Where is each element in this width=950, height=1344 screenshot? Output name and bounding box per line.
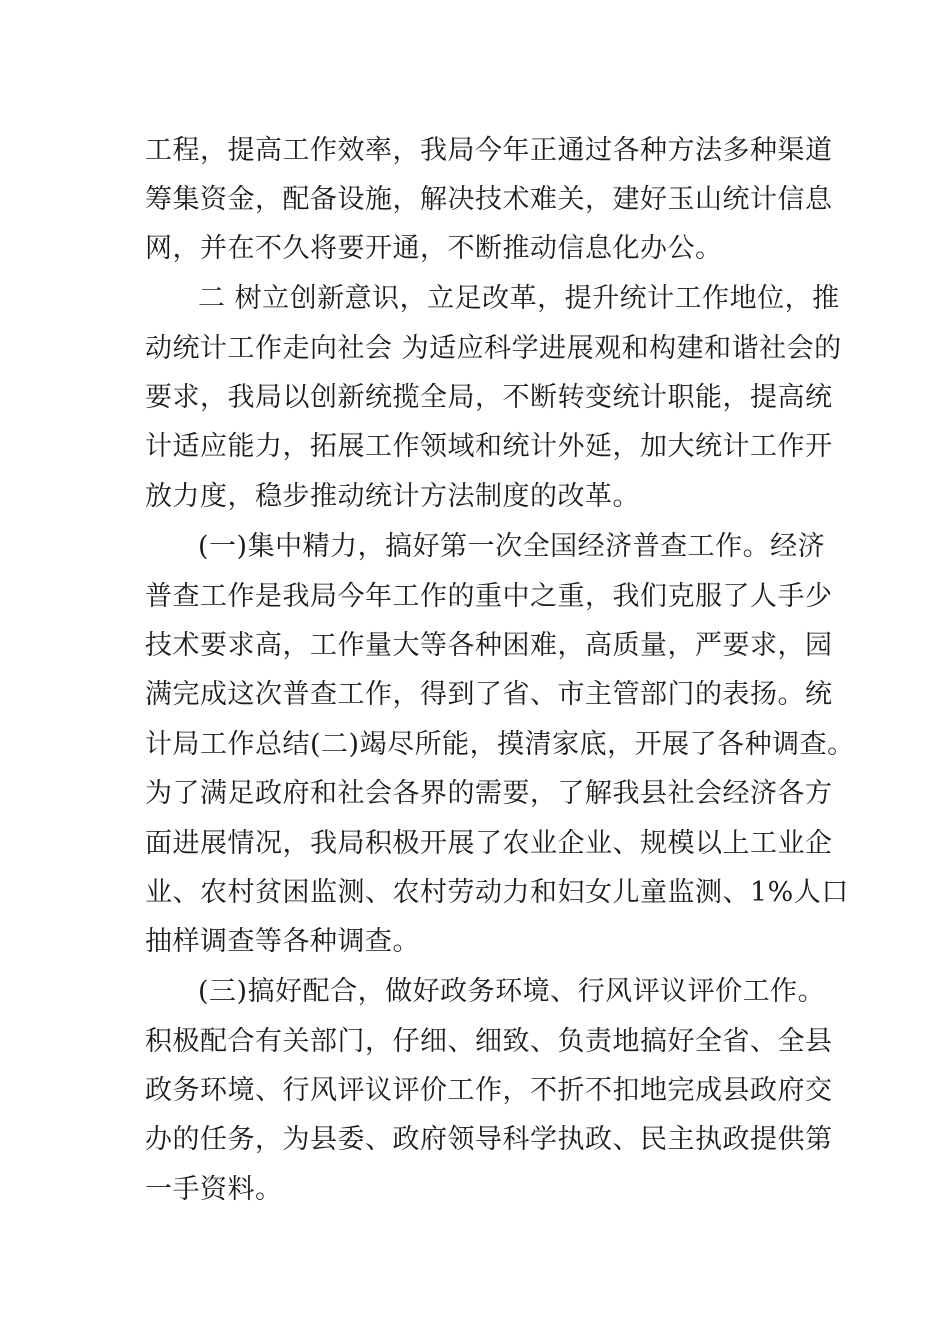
text-line: 动统计工作走向社会 为适应科学进展观和构建和谐社会的 — [145, 333, 842, 364]
text-line: 计适应能力，拓展工作领域和统计外延，加大统计工作开 — [145, 431, 833, 462]
text-line: 业、农村贫困监测、农村劳动力和妇女儿童监测、1%人口 — [145, 877, 849, 908]
text-line: 筹集资金，配备设施，解决技术难关，建好玉山统计信息 — [145, 184, 833, 215]
text-line: 为了满足政府和社会各界的需要，了解我县社会经济各方 — [145, 778, 833, 809]
text-line: 抽样调查等各种调查。 — [145, 926, 420, 957]
text-line: 办的任务，为县委、政府领导科学执政、民主执政提供第 — [145, 1124, 833, 1155]
text-line: 面进展情况，我局积极开展了农业企业、规模以上工业企 — [145, 828, 833, 859]
section-heading-line: 二 树立创新意识，立足改革，提升统计工作地位，推 — [198, 283, 840, 314]
text-line: 政务环境、行风评议评价工作，不折不扣地完成县政府交 — [145, 1075, 833, 1106]
text-line: 一手资料。 — [145, 1174, 283, 1205]
text-line: 积极配合有关部门，仔细、细致、负责地搞好全省、全县 — [145, 1026, 833, 1057]
subsection-line: (一)集中精力，搞好第一次全国经济普查工作。经济 — [198, 531, 826, 562]
text-line: 技术要求高，工作量大等各种困难，高质量，严要求，园 — [145, 630, 833, 661]
text-line: 放力度，稳步推动统计方法制度的改革。 — [145, 481, 640, 512]
subsection-line: (三)搞好配合，做好政务环境、行风评议评价工作。 — [198, 976, 826, 1007]
text-line: 要求，我局以创新统揽全局，不断转变统计职能，提高统 — [145, 382, 833, 413]
text-line: 网，并在不久将要开通，不断推动信息化办公。 — [145, 233, 723, 264]
text-line: 满完成这次普查工作，得到了省、市主管部门的表扬。统 — [145, 679, 833, 710]
text-line: 普查工作是我局今年工作的重中之重，我们克服了人手少 — [145, 581, 833, 612]
text-line: 工程，提高工作效率，我局今年正通过各种方法多种渠道 — [145, 135, 833, 166]
text-line: 计局工作总结(二)竭尽所能，摸清家底，开展了各种调查。 — [145, 729, 855, 760]
